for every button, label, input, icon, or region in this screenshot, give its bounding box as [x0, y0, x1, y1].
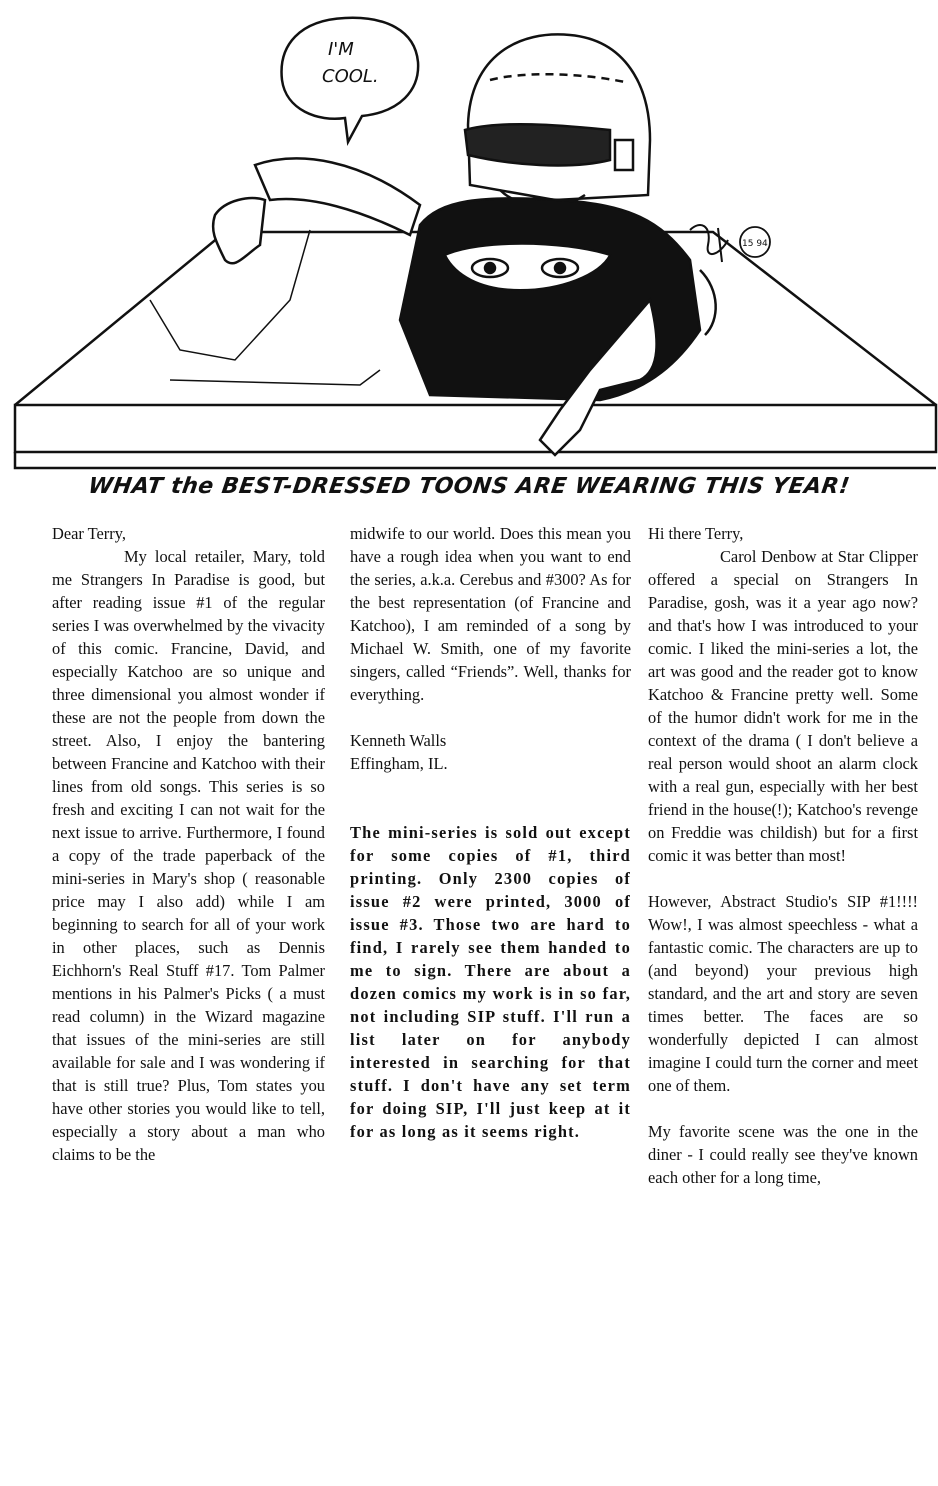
- column-1: [52, 522, 325, 1166]
- column-3: [648, 522, 918, 1189]
- letter2-salutation: Hi there Terry,: [648, 524, 744, 543]
- letter2-paragraph-3: My favorite scene was the one in the diner - I could really see they've known each other for a long time,: [648, 1122, 918, 1187]
- letter1-salutation: Dear Terry,: [52, 524, 126, 543]
- letter1-continued: midwife to our world. Does this mean you have a rough idea when you want to end the series, a.k.a. Cerebus and #300? As for the best representation (of Francine and Katchoo), I am reminded of a song by Michael W. Smith, one of my favorite singers, called “Friends”. Well, thanks for everything.: [350, 524, 631, 704]
- speech-bubble: [282, 18, 419, 142]
- bubble-line-2: COOL.: [322, 66, 379, 87]
- letter2-paragraph-1: Carol Denbow at Star Clipper offered a special on Strangers In Paradise, gosh, was it a year ago now? and that's how I was introduced to your comic. I liked the mini-series a lot, the art was good and the reader got to know Katchoo & Francine pretty well. Some of the humor didn't work for me in the context of the drama ( I don't believe a real person would shoot an alarm clock with a real gun, especially with her best friend in the house(!); Katchoo's revenge on Freddie was childish) but for a first comic it was better than most!: [648, 547, 918, 865]
- letter1-signature-name: Kenneth Walls: [350, 731, 447, 750]
- letter2-paragraph-2: However, Abstract Studio's SIP #1!!!! Wow!, I was almost speechless - what a fantastic comic. The characters are up to (and beyond) your previous high standard, and the art and story are seven times better. The faces are so wonderfully depicted I can almost imagine I could turn the corner and meet one of them.: [648, 892, 918, 1095]
- editor-reply: The mini-series is sold out except for some copies of #1, third printing. Only 2300 copies of issue #2 were printed, 3000 of issue #3. Those two are hard to find, I rarely see them handed to me to sign. There are about a dozen comics my work is in so far, not including SIP stuff. I'll run a list later on for anybody interested in searching for that stuff. I don't have any set term for doing SIP, I'll just keep at it for as long as it seems right.: [350, 823, 631, 1141]
- signature-date: 15 94: [742, 239, 768, 249]
- letter1-signature-location: Effingham, IL.: [350, 754, 448, 773]
- bubble-line-1: I'M: [328, 39, 354, 60]
- artist-signature: [690, 225, 770, 262]
- column-2: [350, 522, 631, 1143]
- cartoon-illustration: [0, 0, 938, 515]
- illustration-caption: WHAT the BEST-DRESSED TOONS ARE WEARING THIS YEAR!: [86, 474, 852, 499]
- letter1-body: My local retailer, Mary, told me Strangers In Paradise is good, but after reading issue #1 of the regular series I was overwhelmed by the vivacity of this comic. Francine, David, and especially Katchoo are so unique and three dimensional you almost wonder if these are not the people from down the street. Also, I enjoy the bantering between Francine and Katchoo with their lines from old songs. This series is so fresh and exciting I can not wait for the next issue to arrive. Furthermore, I found a copy of the trade paperback of the mini-series in Mary's shop ( reasonable price may I also add) while I am beginning to search for all of your work in other places, such as Dennis Eichhorn's Real Stuff #17. Tom Palmer mentions in his Palmer's Picks ( a must read column) in the Wizard magazine that issues of the mini-series are still available for sale and I was wondering if that is still true? Plus, Tom states you have other stories you would like to tell, especially a story about a man who claims to be the: [52, 547, 325, 1164]
